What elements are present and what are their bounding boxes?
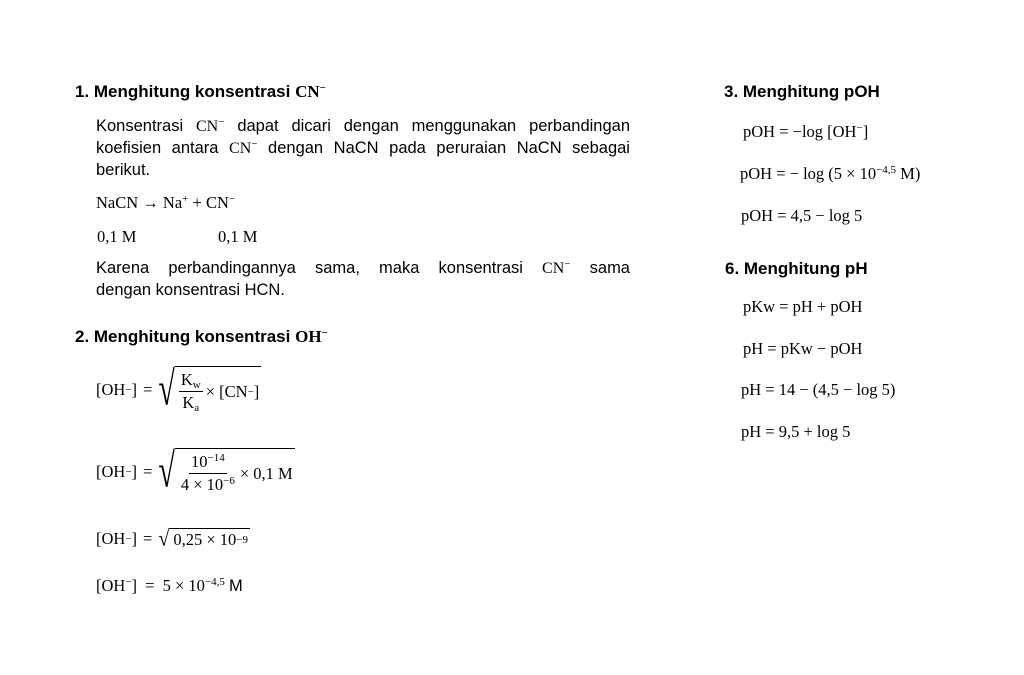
section3-heading: 3. Menghitung pOH [724, 82, 880, 101]
poh-line-3: pOH = 4,5 − log 5 [741, 206, 863, 225]
cn-formula: CN− [295, 82, 326, 101]
section2-heading: 2. Menghitung konsentrasi OH− [75, 327, 328, 346]
section6-heading: 6. Menghitung pH [725, 259, 868, 278]
conc-cn: 0,1 M [218, 227, 258, 246]
oh-result: $[OH^-] = 5 \times 10^{-4,5}$ M [96, 576, 243, 595]
ph-line-2: pH = pKw − pOH [743, 339, 863, 358]
section1-paragraph-line2: koefisien antara CN− dengan NaCN pada peruraian NaCN sebagai [96, 138, 630, 157]
oh-equation-1: [OH − ] = √ $\frac{K_w}{K_a}$ × [CN − ] [96, 362, 260, 416]
square-root: √ $\frac{K_w}{K_a}$ × [CN − ] [158, 362, 260, 416]
square-root: √ 0,25 × 10 −9 [158, 526, 248, 552]
section1-conclusion-line2: dengan konsentrasi HCN. [96, 281, 285, 299]
dissociation-reaction: NaCN → Na+ + CN− [96, 193, 236, 212]
oh-formula: OH− [295, 327, 328, 346]
section1-paragraph-line3: berikut. [96, 161, 151, 179]
section1-paragraph: Konsentrasi CN− dapat dicari dengan menggunakan perbandingan [96, 116, 630, 135]
ph-line-4: pH = 9,5 + log 5 [741, 422, 851, 441]
oh-equation-2: [OH − ] = √ $\frac{10^{-14}}{4 \times 10^{-6}}$ × 0,1 M [96, 444, 293, 498]
section1-conclusion: Karena perbandingannya sama, maka konsentrasi CN− sama [96, 258, 630, 277]
oh-equation-3: [OH − ] = √ 0,25 × 10 −9 [96, 526, 248, 552]
poh-line-2: pOH = − $\log (5 \times 10^{-4,5}$ M) [740, 164, 921, 183]
conc-nacn: 0,1 M [97, 227, 137, 246]
square-root: √ $\frac{10^{-14}}{4 \times 10^{-6}}$ × 0,1 M [158, 444, 293, 498]
poh-line-1: pOH = −log [OH−] [743, 122, 869, 141]
ph-line-1: pKw = pH + pOH [743, 297, 863, 316]
section1-heading: 1. Menghitung konsentrasi CN− [75, 82, 326, 101]
ph-line-3: pH = 14 − (4,5 − log 5) [741, 380, 896, 399]
